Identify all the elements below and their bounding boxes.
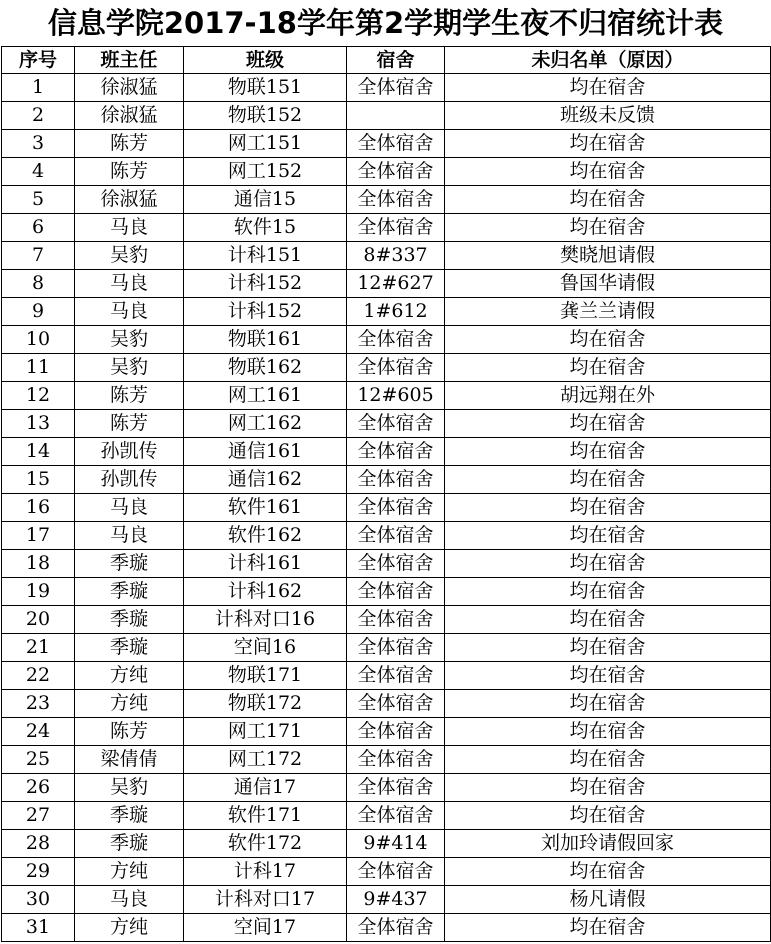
cell-index: 26 (2, 774, 75, 802)
cell-index: 5 (2, 186, 75, 214)
cell-class: 计科152 (184, 298, 347, 326)
cell-index: 9 (2, 298, 75, 326)
cell-teacher: 马良 (75, 270, 184, 298)
cell-dorm: 12#605 (347, 382, 445, 410)
cell-dorm: 全体宿舍 (347, 550, 445, 578)
cell-teacher: 陈芳 (75, 410, 184, 438)
header-row (2, 47, 771, 74)
table-row (2, 690, 771, 718)
cell-absent-list: 均在宿舍 (445, 914, 771, 942)
cell-dorm: 全体宿舍 (347, 662, 445, 690)
cell-index: 29 (2, 858, 75, 886)
cell-absent-list: 均在宿舍 (445, 634, 771, 662)
cell-index: 17 (2, 522, 75, 550)
cell-index: 13 (2, 410, 75, 438)
table-row (2, 774, 771, 802)
cell-absent-list: 均在宿舍 (445, 74, 771, 102)
header-index: 序号 (2, 47, 75, 74)
cell-class: 网工161 (184, 382, 347, 410)
table-row (2, 438, 771, 466)
table-row (2, 494, 771, 522)
table-row (2, 522, 771, 550)
cell-class: 网工172 (184, 746, 347, 774)
table-row (2, 74, 771, 102)
cell-teacher: 梁倩倩 (75, 746, 184, 774)
cell-class: 计科对口16 (184, 606, 347, 634)
cell-class: 物联172 (184, 690, 347, 718)
cell-teacher: 孙凯传 (75, 466, 184, 494)
cell-dorm: 全体宿舍 (347, 466, 445, 494)
cell-teacher: 陈芳 (75, 718, 184, 746)
table-row (2, 886, 771, 914)
cell-dorm: 9#414 (347, 830, 445, 858)
cell-dorm: 全体宿舍 (347, 438, 445, 466)
cell-index: 6 (2, 214, 75, 242)
attendance-table (1, 46, 771, 942)
table-row (2, 214, 771, 242)
table-row (2, 242, 771, 270)
cell-class: 物联152 (184, 102, 347, 130)
cell-class: 物联171 (184, 662, 347, 690)
cell-teacher: 吴豹 (75, 242, 184, 270)
cell-teacher: 陈芳 (75, 382, 184, 410)
cell-absent-list: 均在宿舍 (445, 494, 771, 522)
cell-dorm: 12#627 (347, 270, 445, 298)
cell-absent-list: 均在宿舍 (445, 858, 771, 886)
cell-absent-list: 均在宿舍 (445, 578, 771, 606)
table-row (2, 550, 771, 578)
cell-class: 网工151 (184, 130, 347, 158)
cell-class: 软件161 (184, 494, 347, 522)
cell-dorm: 9#437 (347, 886, 445, 914)
cell-absent-list: 均在宿舍 (445, 690, 771, 718)
cell-teacher: 方纯 (75, 662, 184, 690)
header-class: 班级 (184, 47, 347, 74)
cell-index: 7 (2, 242, 75, 270)
cell-index: 24 (2, 718, 75, 746)
cell-dorm: 1#612 (347, 298, 445, 326)
table-row (2, 410, 771, 438)
cell-dorm: 全体宿舍 (347, 326, 445, 354)
table-row (2, 466, 771, 494)
cell-dorm: 全体宿舍 (347, 130, 445, 158)
cell-class: 通信17 (184, 774, 347, 802)
cell-teacher: 吴豹 (75, 354, 184, 382)
cell-dorm (347, 102, 445, 130)
cell-index: 21 (2, 634, 75, 662)
cell-dorm: 全体宿舍 (347, 774, 445, 802)
cell-class: 通信161 (184, 438, 347, 466)
cell-index: 16 (2, 494, 75, 522)
table-row (2, 270, 771, 298)
sheet-title: 信息学院2017-18学年第2学期学生夜不归宿统计表 (47, 6, 724, 40)
cell-absent-list: 均在宿舍 (445, 410, 771, 438)
cell-dorm: 全体宿舍 (347, 858, 445, 886)
table-row (2, 606, 771, 634)
cell-absent-list: 均在宿舍 (445, 774, 771, 802)
cell-index: 10 (2, 326, 75, 354)
table-row (2, 354, 771, 382)
cell-teacher: 季璇 (75, 606, 184, 634)
cell-teacher: 马良 (75, 494, 184, 522)
cell-absent-list: 均在宿舍 (445, 130, 771, 158)
cell-absent-list: 均在宿舍 (445, 214, 771, 242)
cell-absent-list: 均在宿舍 (445, 606, 771, 634)
cell-teacher: 季璇 (75, 578, 184, 606)
table-row (2, 802, 771, 830)
cell-teacher: 徐淑猛 (75, 102, 184, 130)
cell-index: 8 (2, 270, 75, 298)
cell-teacher: 徐淑猛 (75, 74, 184, 102)
cell-absent-list: 胡远翔在外 (445, 382, 771, 410)
cell-index: 28 (2, 830, 75, 858)
cell-absent-list: 鲁国华请假 (445, 270, 771, 298)
cell-class: 通信162 (184, 466, 347, 494)
cell-index: 20 (2, 606, 75, 634)
cell-index: 14 (2, 438, 75, 466)
cell-absent-list: 均在宿舍 (445, 718, 771, 746)
table-row (2, 718, 771, 746)
cell-index: 4 (2, 158, 75, 186)
table-row (2, 830, 771, 858)
cell-class: 网工171 (184, 718, 347, 746)
cell-index: 27 (2, 802, 75, 830)
cell-class: 网工162 (184, 410, 347, 438)
cell-class: 通信15 (184, 186, 347, 214)
header-absent-list: 未归名单（原因） (445, 47, 771, 74)
cell-absent-list: 均在宿舍 (445, 326, 771, 354)
cell-teacher: 马良 (75, 522, 184, 550)
header-dorm: 宿舍 (347, 47, 445, 74)
cell-class: 计科152 (184, 270, 347, 298)
table-row (2, 858, 771, 886)
cell-teacher: 吴豹 (75, 326, 184, 354)
cell-dorm: 全体宿舍 (347, 74, 445, 102)
cell-dorm: 全体宿舍 (347, 802, 445, 830)
cell-class: 计科对口17 (184, 886, 347, 914)
cell-teacher: 方纯 (75, 858, 184, 886)
table-row (2, 662, 771, 690)
table-row (2, 382, 771, 410)
cell-index: 23 (2, 690, 75, 718)
cell-teacher: 孙凯传 (75, 438, 184, 466)
cell-absent-list: 均在宿舍 (445, 802, 771, 830)
cell-index: 25 (2, 746, 75, 774)
cell-teacher: 徐淑猛 (75, 186, 184, 214)
cell-class: 计科17 (184, 858, 347, 886)
cell-teacher: 季璇 (75, 830, 184, 858)
cell-class: 物联151 (184, 74, 347, 102)
table-row (2, 186, 771, 214)
cell-index: 3 (2, 130, 75, 158)
table-row (2, 102, 771, 130)
cell-class: 空间16 (184, 634, 347, 662)
cell-teacher: 季璇 (75, 634, 184, 662)
cell-index: 18 (2, 550, 75, 578)
cell-index: 12 (2, 382, 75, 410)
cell-index: 15 (2, 466, 75, 494)
cell-teacher: 季璇 (75, 550, 184, 578)
cell-absent-list: 均在宿舍 (445, 354, 771, 382)
table-body (2, 74, 771, 942)
cell-teacher: 马良 (75, 298, 184, 326)
table-row (2, 914, 771, 942)
cell-dorm: 8#337 (347, 242, 445, 270)
cell-class: 物联162 (184, 354, 347, 382)
table-row (2, 746, 771, 774)
cell-class: 计科162 (184, 578, 347, 606)
cell-absent-list: 均在宿舍 (445, 746, 771, 774)
cell-class: 物联161 (184, 326, 347, 354)
cell-dorm: 全体宿舍 (347, 494, 445, 522)
cell-absent-list: 均在宿舍 (445, 522, 771, 550)
cell-absent-list: 均在宿舍 (445, 186, 771, 214)
cell-absent-list: 杨凡请假 (445, 886, 771, 914)
cell-index: 1 (2, 74, 75, 102)
cell-index: 19 (2, 578, 75, 606)
cell-absent-list: 均在宿舍 (445, 158, 771, 186)
cell-dorm: 全体宿舍 (347, 214, 445, 242)
cell-dorm: 全体宿舍 (347, 746, 445, 774)
cell-teacher: 陈芳 (75, 130, 184, 158)
cell-dorm: 全体宿舍 (347, 718, 445, 746)
cell-dorm: 全体宿舍 (347, 634, 445, 662)
cell-index: 31 (2, 914, 75, 942)
cell-index: 2 (2, 102, 75, 130)
table-row (2, 158, 771, 186)
cell-index: 11 (2, 354, 75, 382)
cell-class: 软件15 (184, 214, 347, 242)
cell-teacher: 马良 (75, 886, 184, 914)
cell-absent-list: 均在宿舍 (445, 438, 771, 466)
table-row (2, 634, 771, 662)
cell-class: 计科161 (184, 550, 347, 578)
cell-teacher: 陈芳 (75, 158, 184, 186)
header-teacher: 班主任 (75, 47, 184, 74)
cell-absent-list: 均在宿舍 (445, 466, 771, 494)
cell-absent-list: 均在宿舍 (445, 550, 771, 578)
cell-index: 30 (2, 886, 75, 914)
table-row (2, 130, 771, 158)
cell-dorm: 全体宿舍 (347, 354, 445, 382)
table-row (2, 298, 771, 326)
cell-teacher: 季璇 (75, 802, 184, 830)
cell-absent-list: 班级未反馈 (445, 102, 771, 130)
cell-class: 软件171 (184, 802, 347, 830)
cell-teacher: 吴豹 (75, 774, 184, 802)
cell-dorm: 全体宿舍 (347, 578, 445, 606)
cell-dorm: 全体宿舍 (347, 690, 445, 718)
cell-class: 网工152 (184, 158, 347, 186)
cell-dorm: 全体宿舍 (347, 522, 445, 550)
table-row (2, 326, 771, 354)
cell-dorm: 全体宿舍 (347, 158, 445, 186)
cell-teacher: 方纯 (75, 914, 184, 942)
cell-teacher: 马良 (75, 214, 184, 242)
cell-class: 空间17 (184, 914, 347, 942)
cell-absent-list: 刘加玲请假回家 (445, 830, 771, 858)
cell-teacher: 方纯 (75, 690, 184, 718)
cell-dorm: 全体宿舍 (347, 606, 445, 634)
cell-dorm: 全体宿舍 (347, 914, 445, 942)
cell-class: 软件172 (184, 830, 347, 858)
cell-dorm: 全体宿舍 (347, 186, 445, 214)
cell-absent-list: 樊晓旭请假 (445, 242, 771, 270)
table-row (2, 578, 771, 606)
cell-dorm: 全体宿舍 (347, 410, 445, 438)
cell-index: 22 (2, 662, 75, 690)
cell-class: 软件162 (184, 522, 347, 550)
cell-absent-list: 龚兰兰请假 (445, 298, 771, 326)
cell-absent-list: 均在宿舍 (445, 662, 771, 690)
cell-class: 计科151 (184, 242, 347, 270)
